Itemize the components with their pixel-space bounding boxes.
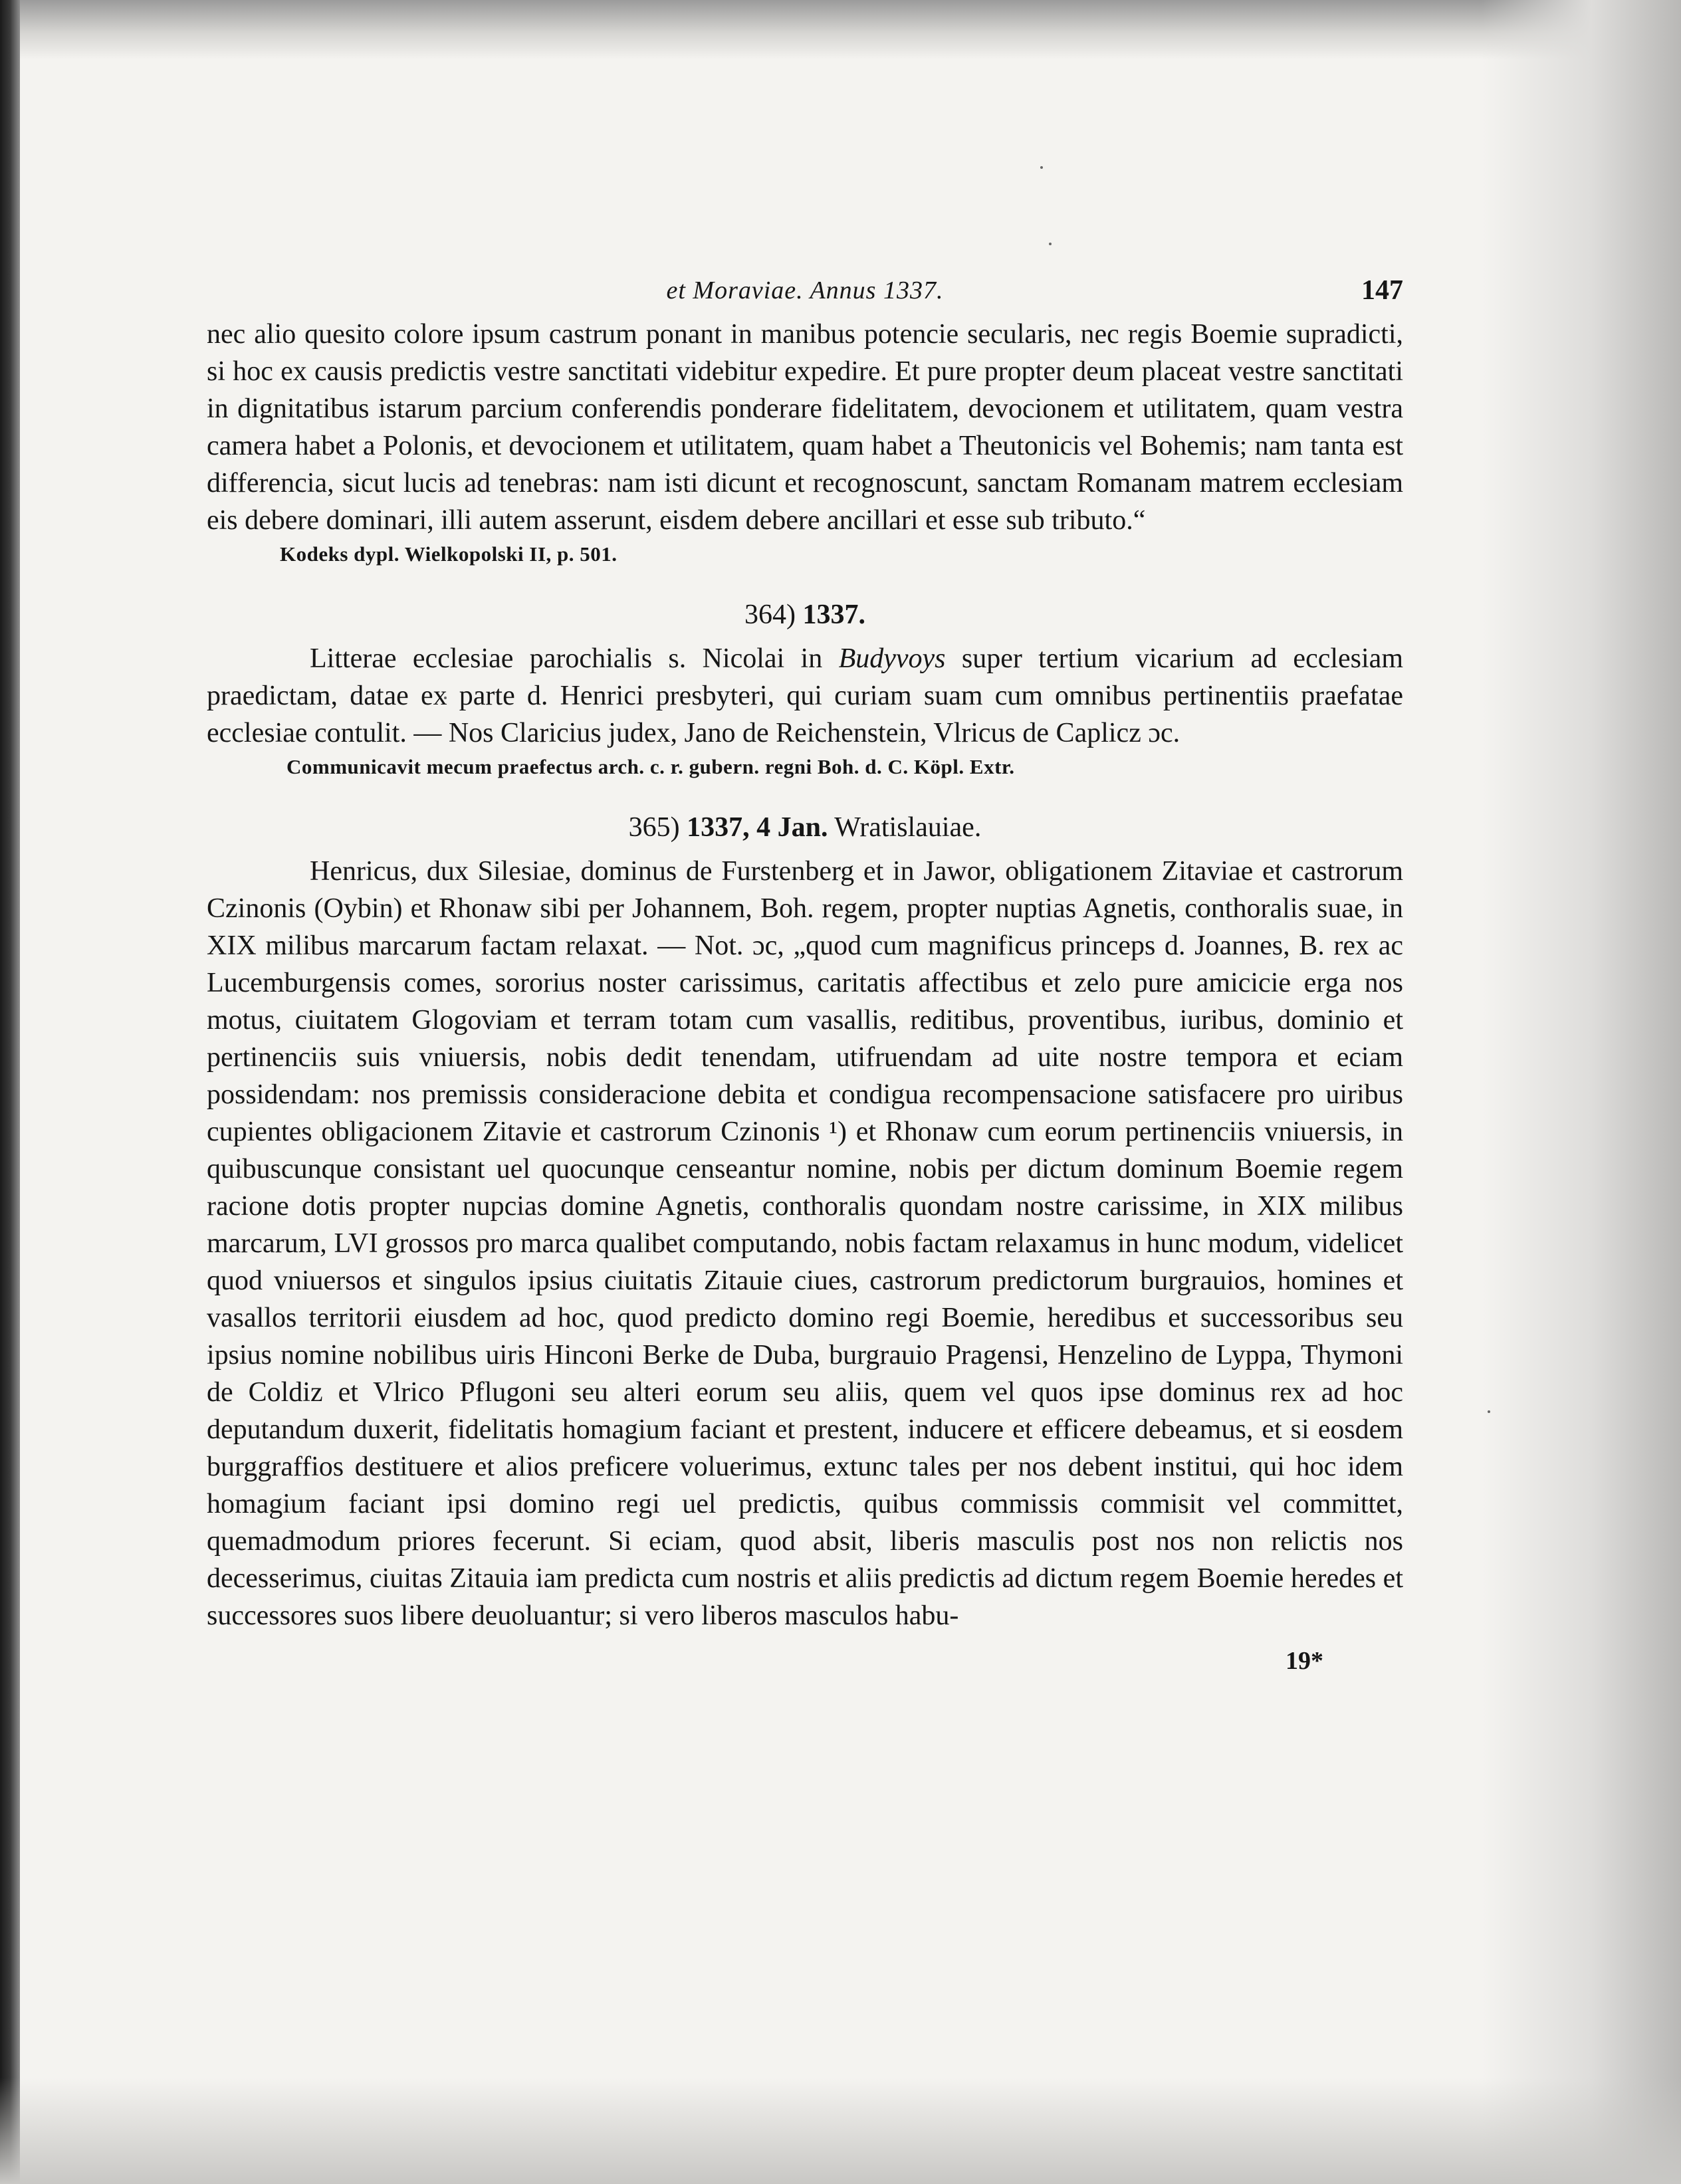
continuation-source-citation: Kodeks dypl. Wielkopolski II, p. 501.: [280, 542, 617, 566]
scan-top-shadow: [0, 0, 1681, 60]
entry-365-date: 1337, 4 Jan.: [687, 812, 828, 843]
entry-364-paragraph: [207, 640, 1403, 752]
signature-mark: 19*: [1286, 1647, 1323, 1675]
scan-speck: [1049, 243, 1052, 245]
entry-364-source-citation: Communicavit mecum praefectus arch. c. r. gubern. regni Boh. d. C. Köpl. Extr.: [286, 755, 1015, 778]
entry-365-number: 365): [628, 812, 680, 843]
page-header: [207, 269, 1403, 316]
entry-364-text-before-place: Litterae ecclesiae parochialis s. Nicolai in: [310, 643, 839, 674]
entry-364-heading: [207, 596, 1403, 633]
entry-365-paragraph: Henricus, dux Silesiae, dominus de Furstenberg et in Jawor, obligationem Zitaviae et castrorum Czinonis (Oybin) et Rhonaw sibi per Johannem, Boh. regem, propter nuptias Agnetis, conthoralis suae, in XIX milibus marcarum factam relaxat. — Not. ɔc, „quod cum magnificus princeps d. Joannes, B. rex ac Lucemburgensis comes, sororius noster carissimus, caritatis affectibus et zelo pure amicicie erga nos motus, ciuitatem Glogoviam et terram totam cum vasallis, reditibus, proventibus, iuribus, dominio et pertinenciis suis vniuersis, nobis dedit tenendam, utifruendam ad uite nostre tempora et eciam possidendam: nos premissis consideracione debita et condigua recompensacione satisfacere pro uiribus cupientes obligacionem Zitavie et castrorum Czinonis ¹) et Rhonaw cum eorum pertinenciis vniuersis, in quibuscunque consistant uel quocunque censeantur nomine, nobis per dictum dominum Boemie regem racione dotis propter nupcias domine Agnetis, conthoralis quondam nostre carissime, in XIX milibus marcarum, LVI grossos pro marca qualibet computando, nobis factam relaxamus in hunc modum, videlicet quod vniuersos et singulos ipsius ciuitatis Zitauie ciues, castrorum predictorum burgrauios, homines et vasallos territorii eiusdem ad hoc, quod predicto domino regi Boemie, heredibus et successoribus seu ipsius nomine nobilibus uiris Hinconi Berke de Duba, burgrauio Pragensi, Henzelino de Lyppa, Thymoni de Coldiz et Vlrico Pflugoni seu alteri eorum seu aliis, quem vel quos ipse dominus rex ad hoc deputandum duxerit, fidelitatis homagium faciant et prestent, inducere et efficere debeamus, et si eosdem burggraffios destituere et alios preficere voluerimus, extunc tales per nos debent institui, qui hoc idem homagium faciant ipsi domino regi uel predictis, quibus commissis commisit vel committet, quemadmodum priores fecerunt. Si eciam, quod absit, liberis masculis post nos non relictis nos decesserimus, ciuitas Zitauia iam predicta cum nostris et aliis predictis ad dictum regem Boemie heredes et successores suos libere deuoluantur; si vero liberos masculos habu-: [207, 856, 1403, 1631]
entry-364-place: Budyvoys: [838, 643, 946, 674]
entry-364-text-after-place: super tertium vicarium ad ecclesiam praedictam, datae ex parte d. Henrici presbyteri, qui curiam suam cum omnibus pertinentiis praefatae ecclesiae contulit. — Nos Claricius judex, Jano de Reichenstein, Vlricus de Caplicz ɔc.: [207, 643, 1403, 748]
running-head: et Moraviae. Annus 1337.: [666, 276, 944, 304]
entry-365-place: Wratislauiae.: [834, 812, 982, 843]
scan-bottom-shadow: [0, 2078, 1681, 2184]
scan-speck: [1488, 1410, 1490, 1413]
scan-left-binding-edge: [0, 0, 20, 2184]
continuation-paragraph: nec alio quesito colore ipsum castrum ponant in manibus potencie secularis, nec regis Boemie supradicti, si hoc ex causis predictis vestre sanctitati videbitur expedire. Et pure propter deum placeat vestre sanctitati in dignitatibus istarum parcium conferendis ponderare fidelitatem, devocionem et utilitatem, quam vestra camera habet a Polonis, et devocionem et utilitatem, quam habet a Theutonicis vel Bohemis; nam tanta est differencia, sicut lucis ad tenebras: nam isti dicunt et recognoscunt, sanctam Romanam matrem ecclesiam eis debere dominari, illi autem asserunt, eisdem debere ancillari et esse sub tributo.“: [207, 319, 1403, 536]
page-number: 147: [1361, 275, 1403, 306]
scan-speck: [1040, 166, 1043, 169]
scan-right-shadow: [1482, 0, 1681, 2184]
document-page: [207, 269, 1403, 1676]
entry-364-number: 364): [744, 600, 796, 630]
entry-364-date: 1337.: [802, 600, 865, 630]
entry-365-heading: [207, 809, 1403, 846]
